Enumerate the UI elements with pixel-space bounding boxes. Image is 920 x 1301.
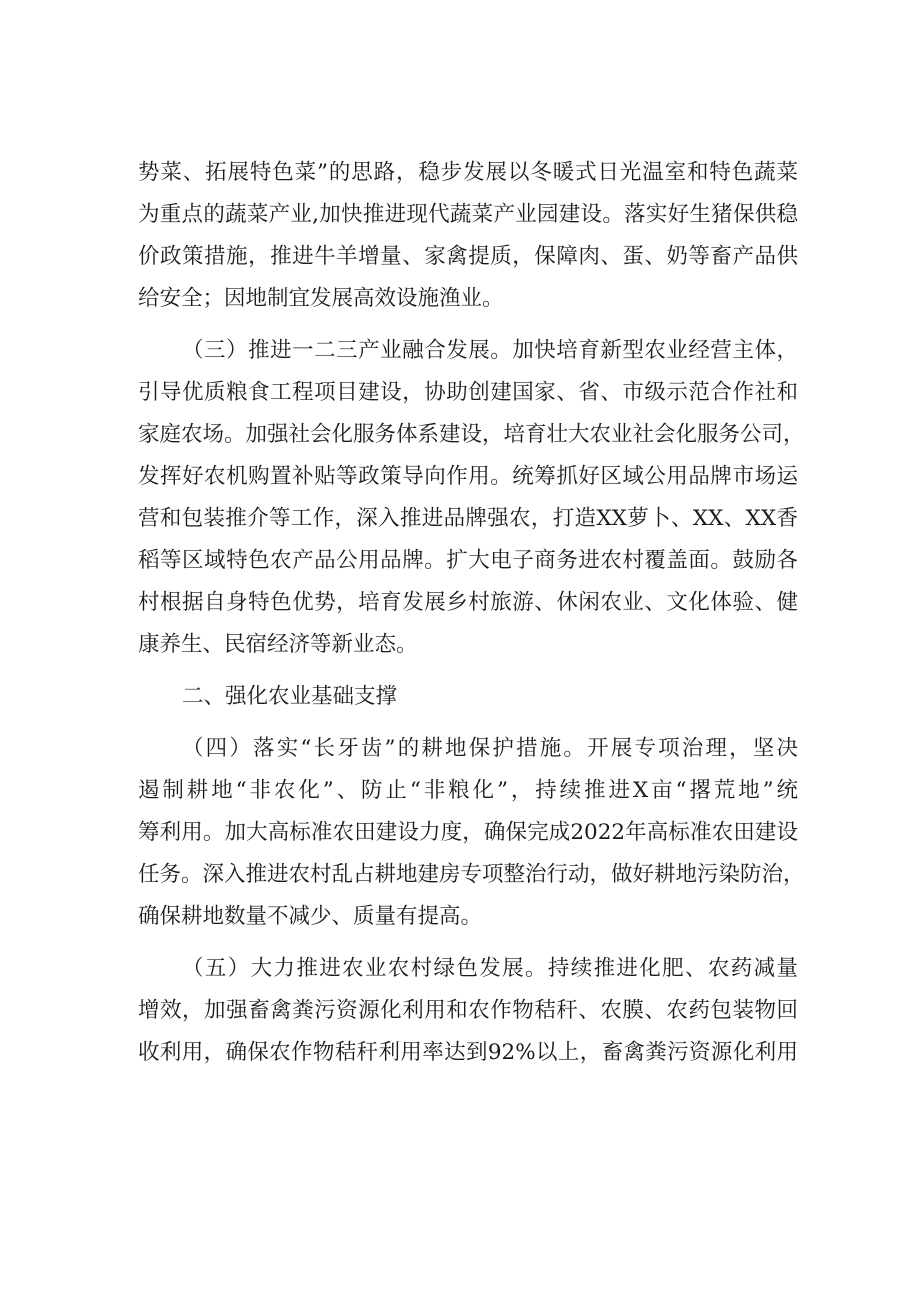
text-line: 营和包装推介等工作，深入推进品牌强农，打造XX萝卜、XX、XX香	[138, 506, 798, 531]
paragraph-farmland-protection	[138, 728, 805, 938]
text-line: 增效，加强畜禽粪污资源化利用和农作物秸秆、农膜、农药包装物回	[138, 998, 798, 1023]
text-line: 给安全；因地制宜发展高效设施渔业。	[138, 286, 504, 311]
text-line: 发挥好农机购置补贴等政策导向作用。统筹抓好区域公用品牌市场运	[138, 464, 798, 489]
text-line: （三）推进一二三产业融合发展。加快培育新型农业经营主体，	[182, 338, 798, 363]
document-body	[138, 152, 805, 1074]
text-line: 任务。深入推进农村乱占耕地建房专项整治行动，做好耕地污染防治，	[138, 862, 805, 887]
text-line: （四）落实“长牙齿”的耕地保护措施。开展专项治理，坚决	[182, 736, 798, 761]
text-line: 康养生、民宿经济等新业态。	[138, 632, 418, 657]
text-line: 引导优质粮食工程项目建设，协助创建国家、省、市级示范合作社和	[138, 380, 798, 405]
paragraph-industry-integration	[138, 330, 805, 666]
paragraph-green-development	[138, 948, 798, 1074]
text-line: 收利用，确保农作物秸秆利用率达到92%以上，畜禽粪污资源化利用	[138, 1040, 798, 1065]
text-line: 村根据自身特色优势，培育发展乡村旅游、休闲农业、文化体验、健	[138, 590, 798, 615]
text-line: （五）大力推进农业农村绿色发展。持续推进化肥、农药减量	[182, 956, 798, 981]
text-line: 势菜、拓展特色菜”的思路，稳步发展以冬暖式日光温室和特色蔬菜	[138, 160, 798, 185]
text-line: 稻等区域特色农产品公用品牌。扩大电子商务进农村覆盖面。鼓励各	[138, 548, 798, 573]
section-heading	[138, 676, 798, 718]
text-line: 确保耕地数量不减少、质量有提高。	[138, 904, 483, 929]
text-line: 筹利用。加大高标准农田建设力度，确保完成2022年高标准农田建设	[138, 820, 798, 845]
heading-text: 二、强化农业基础支撑	[182, 684, 398, 709]
text-line: 遏制耕地“非农化”、防止“非粮化”，持续推进X亩“撂荒地”统	[138, 778, 798, 803]
text-line: 价政策措施，推进牛羊增量、家禽提质，保障肉、蛋、奶等畜产品供	[138, 244, 798, 269]
paragraph-vegetable-livestock	[138, 152, 798, 320]
text-line: 为重点的蔬菜产业,加快推进现代蔬菜产业园建设。落实好生猪保供稳	[138, 202, 798, 227]
text-line: 家庭农场。加强社会化服务体系建设，培育壮大农业社会化服务公司，	[138, 422, 805, 447]
